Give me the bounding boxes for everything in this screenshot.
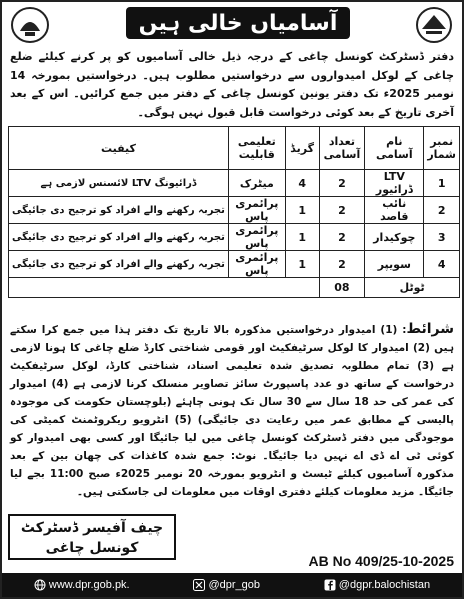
cell-remarks: تجربہ رکھنے والے افراد کو ترجیح دی جائیگی [9, 224, 229, 251]
cell-remarks: تجربہ رکھنے والے افراد کو ترجیح دی جائیگی [9, 251, 229, 278]
terms-text: (1) امیدوار درخواستیں مذکورہ بالا تاریخ تک دفتر ہذا میں جمع کرا سکتے ہیں (2) امیدوار کا لوکل سرٹیفکیٹ اور قومی شناختی کارڈ ضلع چاغی کا ہونا لازمی ہے (3) تمام مطلوبہ تصدیق شدہ تعلیمی اسناد، شناختی کارڈ، لوکل سرٹیفکیٹ درخواست کے ساتھ دو عدد پاسپورٹ سائز تصاویر منسلک کرنا لازمی ہے (4) امیدوار کی عمر کی حد 18 سال سے 30 سال تک ہونی چاہئے (بلوچستان حکومت کی موجودہ پالیسی کے مطابق عمر میں رعایت دی جائیگی) (5) انٹرویو ریکروٹمنٹ کمیٹی کی موجودگی میں دفتر ڈسٹرکٹ کونسل چاغی میں لیا جائیگا اور کسی بھی امیدوار کو کوئی ٹی اے ڈی اے نہیں دیا جائیگا۔ نوٹ: جمع شدہ کاغذات کی چھان بین کے بعد مذکورہ آسامیوں کیلئے ٹیسٹ و انٹرویو بمورخہ 20 نومبر 2025ء صبح 11:00 بجے لیا جائیگا۔ مزید معلومات کیلئے دفتری اوقات میں معلومات لی جاسکتی ہیں۔ [10, 324, 455, 498]
table-row [9, 224, 460, 251]
table-total-row [9, 278, 460, 298]
footer-twitter-text: @dpr_gob [208, 579, 260, 591]
cell-serial: 4 [424, 251, 460, 278]
total-value: 08 [319, 278, 365, 298]
cell-post: سویپر [365, 251, 424, 278]
cell-qualification: پرائمری پاس [228, 197, 285, 224]
cell-count: 2 [319, 170, 365, 197]
cell-remarks: ڈرائیونگ LTV لائسنس لازمی ہے [9, 170, 229, 197]
cell-count: 2 [319, 224, 365, 251]
header [6, 5, 458, 45]
footer-website[interactable] [34, 579, 130, 591]
cell-serial: 1 [424, 170, 460, 197]
footer-bar [2, 573, 462, 597]
header-remarks: کیفیت [9, 127, 229, 170]
facebook-icon [324, 579, 336, 591]
cell-qualification: میٹرک [228, 170, 285, 197]
signature-line-1: چیف آفیسر ڈسٹرکٹ [20, 520, 164, 536]
header-count: تعداد آسامی [319, 127, 365, 170]
signature-line-2: کونسل چاغی [45, 540, 139, 556]
cell-grade: 4 [285, 170, 319, 197]
cell-count: 2 [319, 251, 365, 278]
cell-grade: 1 [285, 197, 319, 224]
total-label: ٹوٹل [365, 278, 460, 298]
cell-serial: 3 [424, 224, 460, 251]
footer-twitter[interactable] [193, 579, 260, 591]
cell-serial: 2 [424, 197, 460, 224]
page-title: آسامیاں خالی ہیں [126, 7, 350, 39]
ab-number: AB No 409/25-10-2025 [308, 553, 454, 569]
cell-grade: 1 [285, 251, 319, 278]
vacancies-table [8, 126, 460, 298]
table-row [9, 197, 460, 224]
emblem-left-icon [8, 5, 52, 45]
footer-website-text: www.dpr.gob.pk. [48, 579, 130, 591]
header-qualification: تعلیمی قابلیت [228, 127, 285, 170]
cell-count: 2 [319, 197, 365, 224]
terms-heading: شرائط [406, 321, 454, 337]
footer-facebook[interactable] [324, 579, 430, 591]
cell-qualification: پرائمری پاس [228, 251, 285, 278]
total-empty [9, 278, 320, 298]
cell-grade: 1 [285, 224, 319, 251]
cell-post: LTV ڈرائیور [365, 170, 424, 197]
header-serial: نمبر شمار [424, 127, 460, 170]
globe-icon [34, 579, 46, 591]
cell-qualification: پرائمری پاس [228, 224, 285, 251]
terms-section: شرائط: (1) امیدوار درخواستیں مذکورہ بالا تاریخ تک دفتر ہذا میں جمع کرا سکتے ہیں (2) امیدوار کا لوکل سرٹیفکیٹ اور قومی شناختی کارڈ ضلع چاغی کا ہونا لازمی ہے (3) تمام مطلوبہ تصدیق شدہ تعلیمی اسناد، شناختی کارڈ، لوکل سرٹیفکیٹ درخواست کے ساتھ دو عدد پاسپورٹ سائز تصاویر منسلک کرنا لازمی ہے (4) امیدوار کی عمر کی حد 18 سال سے 30 سال تک ہونی چاہئے (بلوچستان حکومت کی موجودہ پالیسی کے مطابق عمر میں رعایت دی جائیگی) (5) انٹرویو ریکروٹمنٹ کمیٹی کی موجودگی میں دفتر ڈسٹرکٹ کونسل چاغی میں لیا جائیگا اور کسی بھی امیدوار کو کوئی ٹی اے ڈی اے نہیں دیا جائیگا۔ نوٹ: جمع شدہ کاغذات کی چھان بین کے بعد مذکورہ آسامیوں کیلئے ٹیسٹ و انٹرویو بمورخہ 20 نومبر 2025ء صبح 11:00 بجے لیا جائیگا۔ مزید معلومات کیلئے دفتری اوقات میں معلومات لی جاسکتی ہیں۔ [10, 321, 455, 498]
cell-post: چوکیدار [365, 224, 424, 251]
footer-facebook-text: @dgpr.balochistan [338, 579, 431, 591]
header-post: نام آسامی [365, 127, 424, 170]
emblem-right-icon [412, 5, 456, 45]
cell-post: نائب قاصد [365, 197, 424, 224]
twitter-icon [193, 579, 205, 591]
intro-paragraph: دفتر ڈسٹرکٹ کونسل چاغی کے درجہ ذیل خالی آسامیوں کو پر کرنے کیلئے ضلع چاغی کے لوکل امیدواروں سے درخواستیں مطلوب ہیں۔ درخواستیں بمورخہ 14 نومبر 2025ء تک دفتر یونین کونسل چاغی کے دفتر میں جمع کرائیں۔ اس کے بعد آخری تاریخ کے بعد کوئی درخواست قابل قبول نہیں ہوگی۔ [10, 50, 455, 119]
table-row [9, 170, 460, 197]
header-grade: گریڈ [285, 127, 319, 170]
table-header-row [9, 127, 460, 170]
signature-block [8, 514, 176, 560]
table-row [9, 251, 460, 278]
cell-remarks: تجربہ رکھنے والے افراد کو ترجیح دی جائیگی [9, 197, 229, 224]
